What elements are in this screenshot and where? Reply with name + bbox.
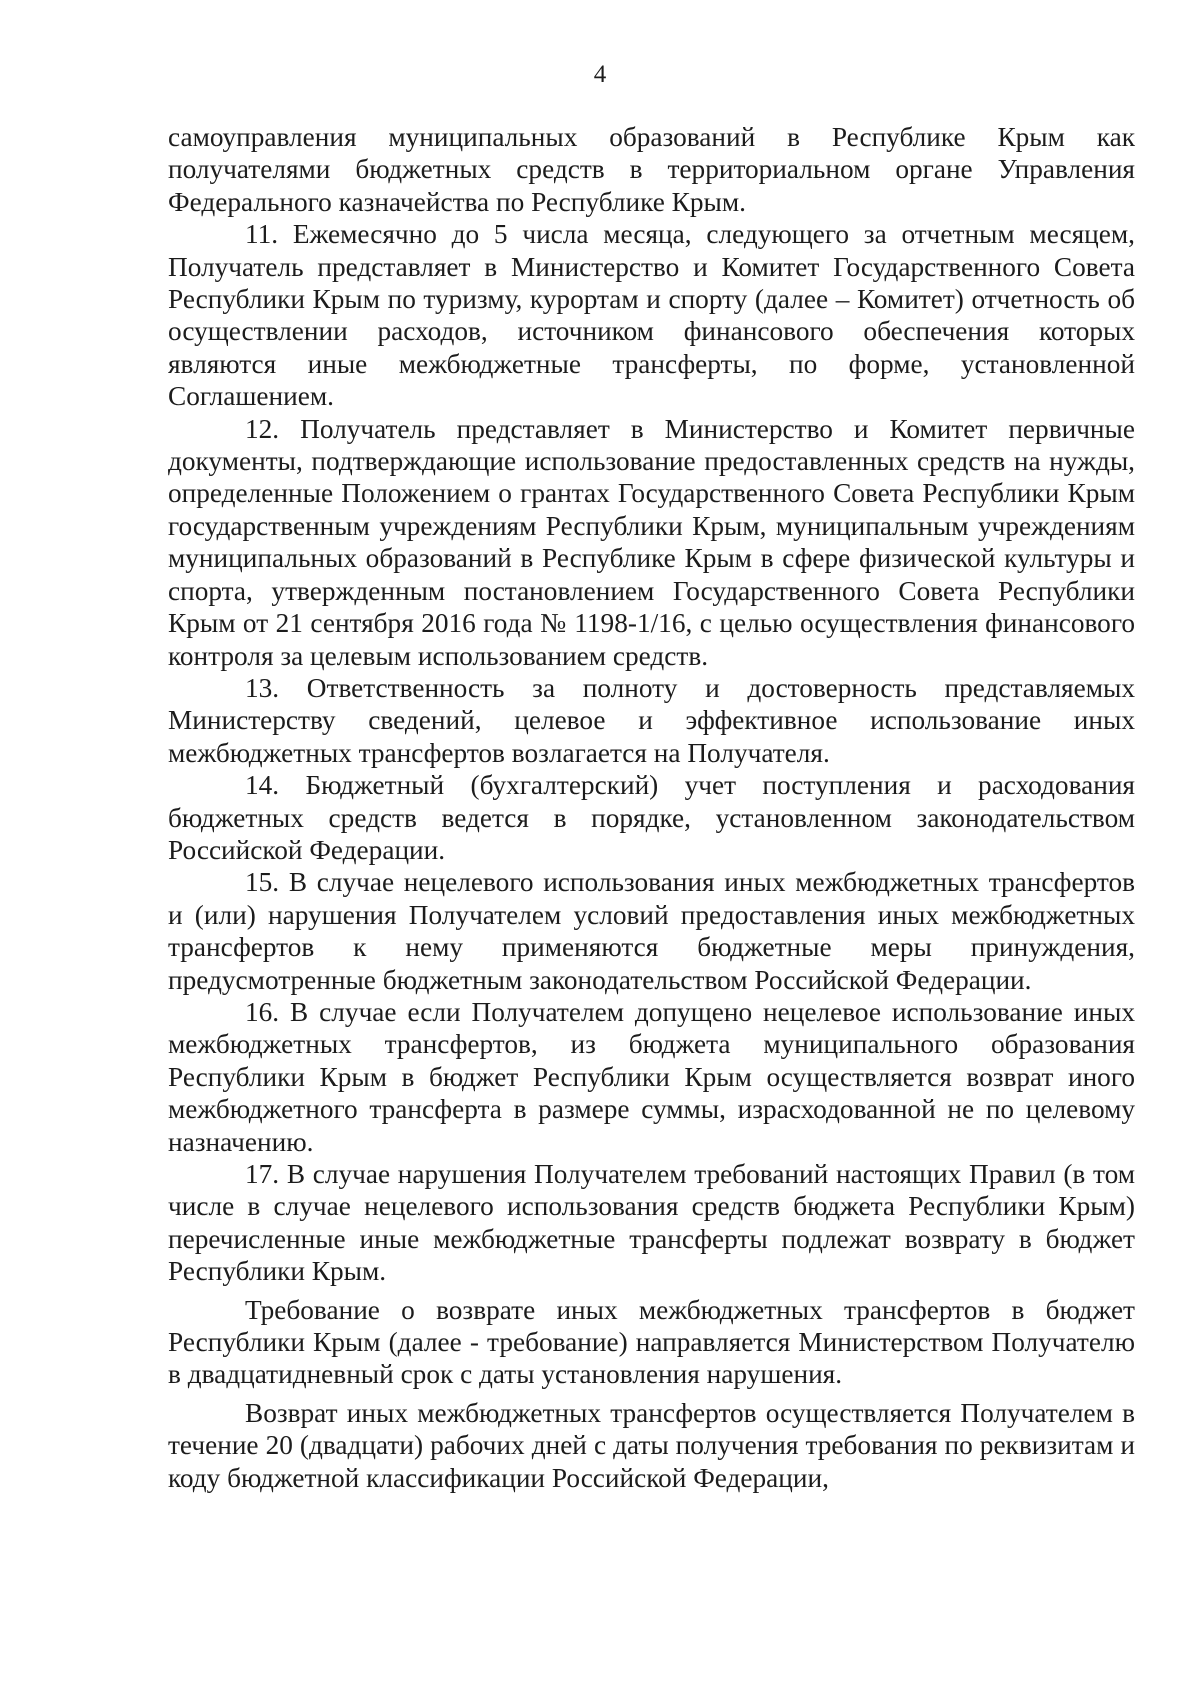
paragraph-11: 11. Ежемесячно до 5 числа месяца, следующего за отчетным месяцем, Получатель представляет в Министерство и Комитет Государственного Совета Республики Крым по туризму, курортам и спорту (далее – Комитет) отчетность об осуществлении расходов, источником финансового обеспечения которых являются иные межбюджетные трансферты, по форме, установленной Соглашением. [168, 219, 1135, 412]
paragraph-16: 16. В случае если Получателем допущено нецелевое использование иных межбюджетных трансфертов, из бюджета муниципального образования Республики Крым в бюджет Республики Крым осуществляется возврат иного межбюджетного трансферта в размере суммы, израсходованной не по целевому назначению. [168, 996, 1135, 1157]
paragraph-13: 13. Ответственность за полноту и достоверность представляемых Министерству сведений, целевое и эффективное использование иных межбюджетных трансфертов возлагается на Получателя. [168, 672, 1135, 768]
document-body [168, 121, 1135, 1494]
paragraph-17: 17. В случае нарушения Получателем требований настоящих Правил (в том числе в случае нецелевого использования средств бюджета Республики Крым) перечисленные иные межбюджетные трансферты подлежат возврату в бюджет Республики Крым. [168, 1159, 1135, 1287]
paragraph-continuation: самоуправления муниципальных образований в Республике Крым как получателями бюджетных средств в территориальном органе Управления Федерального казначейства по Республике Крым. [168, 122, 1135, 217]
paragraph-12: 12. Получатель представляет в Министерство и Комитет первичные документы, подтверждающие использование предоставленных средств на нужды, определенные Положением о грантах Государственного Совета Республики Крым государственным учреждениям Республики Крым, муниципальным учреждениям муниципальных образований в Республике Крым в сфере физической культуры и спорта, утвержденным постановлением Государственного Совета Республики Крым от 21 сентября 2016 года № 1198-1/16, с целью осуществления финансового контроля за целевым использованием средств. [168, 413, 1135, 671]
paragraph-14: 14. Бюджетный (бухгалтерский) учет поступления и расходования бюджетных средств ведется в порядке, установленном законодательством Российской Федерации. [168, 770, 1135, 865]
paragraph-return-procedure: Возврат иных межбюджетных трансфертов осуществляется Получателем в течение 20 (двадцати) рабочих дней с даты получения требования по реквизитам и коду бюджетной классификации Российской Федерации, [168, 1397, 1135, 1493]
paragraph-15: 15. В случае нецелевого использования иных межбюджетных трансфертов и (или) нарушения Получателем условий предоставления иных межбюджетных трансфертов к нему применяются бюджетные меры принуждения, предусмотренные бюджетным законодательством Российской Федерации. [168, 867, 1135, 995]
page-number: 4 [593, 61, 607, 88]
paragraph-return-demand: Требование о возврате иных межбюджетных трансфертов в бюджет Республики Крым (далее - требование) направляется Министерством Получателю в двадцатидневный срок с даты установления нарушения. [168, 1294, 1135, 1390]
